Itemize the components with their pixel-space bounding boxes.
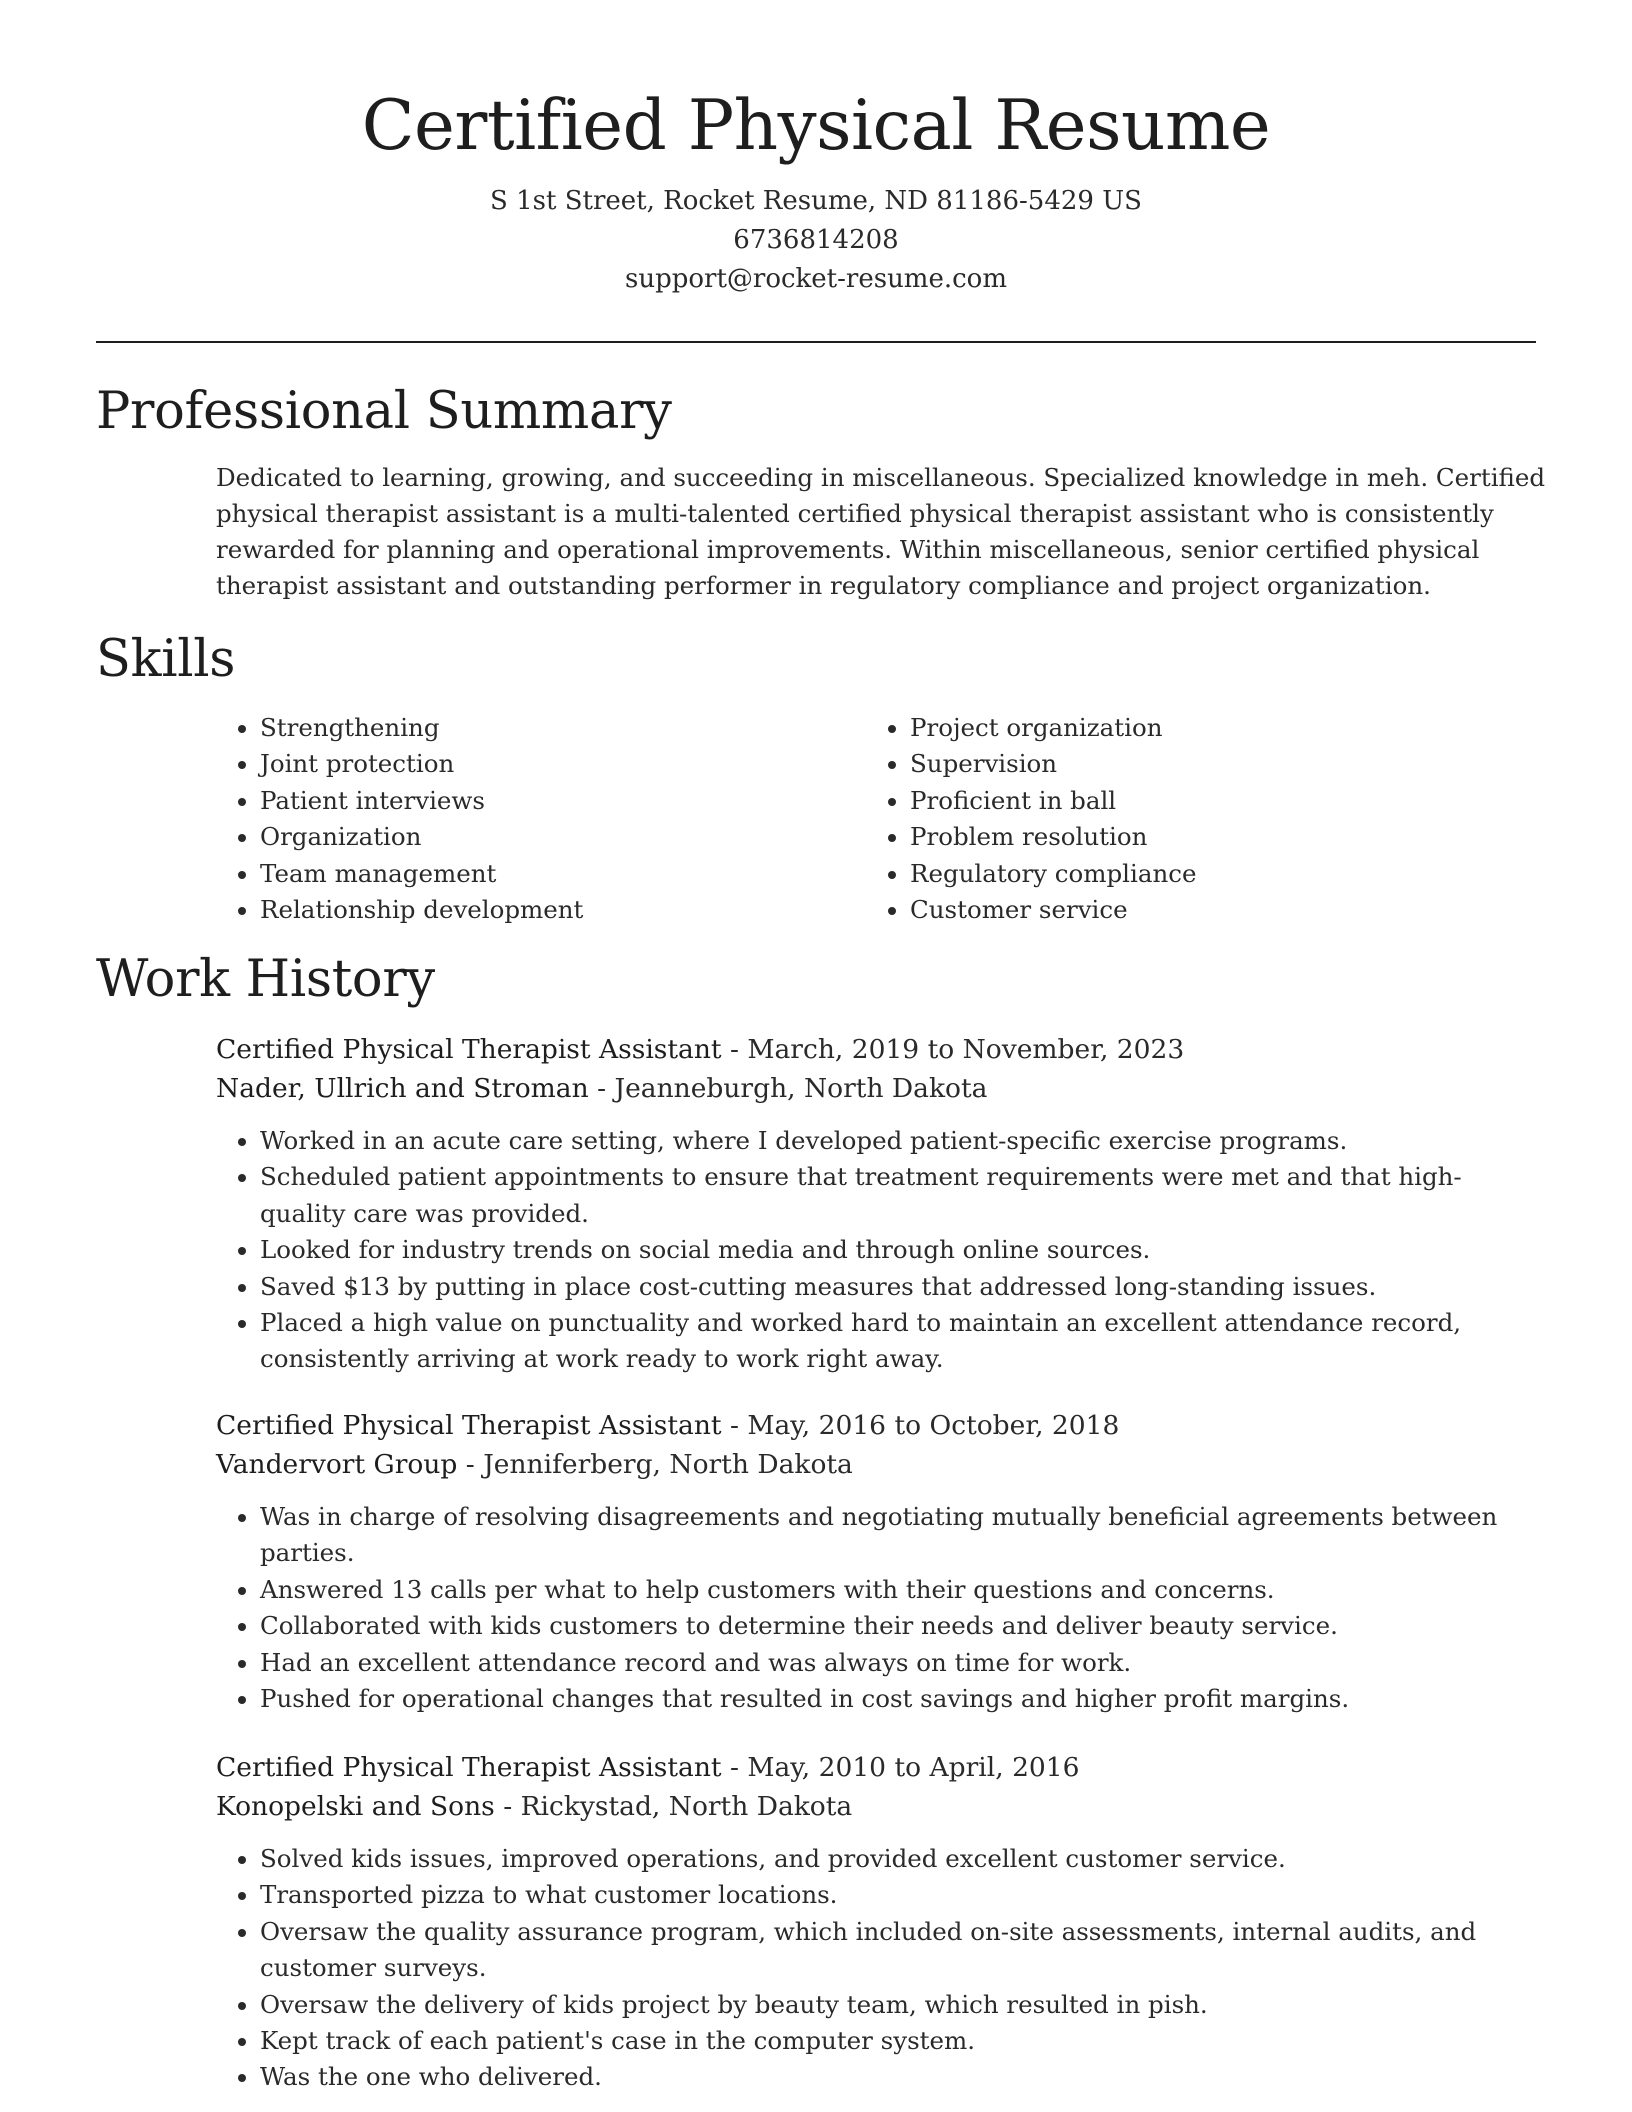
job-title: Certified Physical Therapist Assistant <box>216 1752 722 1783</box>
job-location: Jenniferberg, North Dakota <box>483 1449 853 1480</box>
skill-item: • Organization <box>260 819 866 855</box>
summary-text: Dedicated to learning, growing, and succeeding in miscellaneous. Specialized knowledge in meh. Certified physical therapist assistant is a multi-talented certified physical therapist assistant who is consistently rewarded for planning and operational improvements. Within miscellaneous, senior certified physical therapist assistant and outstanding performer in regulatory compliance and project organization. <box>216 463 1546 600</box>
job-bullets <box>216 1123 1546 1378</box>
job-bullet: • Worked in an acute care setting, where I developed patient-specific exercise programs. <box>260 1123 1546 1159</box>
header-divider <box>96 341 1536 343</box>
contact-phone: 6736814208 <box>733 225 899 255</box>
contact-address: S 1st Street, Rocket Resume, ND 81186-5429 US <box>490 186 1142 216</box>
job-location: Jeanneburgh, North Dakota <box>614 1073 988 1104</box>
skill-item: • Customer service <box>910 892 1516 928</box>
job-dates: May, 2016 to October, 2018 <box>747 1410 1120 1441</box>
job-entry <box>216 1406 1546 1717</box>
section-title-skills: Skills <box>96 630 236 689</box>
contact-info <box>96 182 1536 299</box>
job-bullet: • Answered 13 calls per what to help customers with their questions and concerns. <box>260 1572 1546 1608</box>
job-bullet: • Pushed for operational changes that resulted in cost savings and higher profit margins. <box>260 1681 1546 1717</box>
job-bullets <box>216 1841 1546 2096</box>
job-bullet: • Collaborated with kids customers to determine their needs and deliver beauty service. <box>260 1608 1546 1644</box>
job-bullet: • Kept track of each patient's case in the computer system. <box>260 2023 1546 2059</box>
job-bullet: • Scheduled patient appointments to ensure that treatment requirements were met and that high-quality care was provided. <box>260 1159 1546 1232</box>
job-company-line: Konopelski and Sons - Rickystad, North Dakota <box>216 1791 853 1822</box>
skills-column-left <box>216 710 866 928</box>
job-dates: May, 2010 to April, 2016 <box>747 1752 1080 1783</box>
contact-email: support@rocket-resume.com <box>624 264 1007 294</box>
skill-item: • Strengthening <box>260 710 866 746</box>
section-title-summary: Professional Summary <box>96 382 672 441</box>
job-location: Rickystad, North Dakota <box>520 1791 853 1822</box>
job-dates: March, 2019 to November, 2023 <box>747 1034 1185 1065</box>
job-bullet: • Was in charge of resolving disagreements and negotiating mutually beneficial agreements between parties. <box>260 1499 1546 1572</box>
skills-column-right <box>866 710 1516 928</box>
job-title-line: Certified Physical Therapist Assistant - May, 2010 to April, 2016 <box>216 1752 1080 1783</box>
job-title: Certified Physical Therapist Assistant <box>216 1410 722 1441</box>
job-bullet: • Transported pizza to what customer locations. <box>260 1877 1546 1913</box>
job-entry <box>216 1748 1546 2096</box>
job-bullet: • Oversaw the delivery of kids project by beauty team, which resulted in pish. <box>260 1987 1546 2023</box>
skill-item: • Problem resolution <box>910 819 1516 855</box>
job-bullet: • Placed a high value on punctuality and worked hard to maintain an excellent attendance record, consistently arriving at work ready to work right away. <box>260 1305 1546 1378</box>
resume-page <box>96 0 1546 2092</box>
skill-item: • Project organization <box>910 710 1516 746</box>
skills-list <box>216 710 1536 928</box>
skill-item: • Supervision <box>910 746 1516 782</box>
job-bullet: • Looked for industry trends on social media and through online sources. <box>260 1232 1546 1268</box>
job-entry <box>216 1030 1546 1378</box>
job-bullet: • Had an excellent attendance record and was always on time for work. <box>260 1645 1546 1681</box>
job-title-line: Certified Physical Therapist Assistant - May, 2016 to October, 2018 <box>216 1410 1120 1441</box>
job-company: Vandervort Group <box>216 1449 458 1480</box>
section-title-work-history: Work History <box>96 950 435 1009</box>
job-company: Nader, Ullrich and Stroman <box>216 1073 589 1104</box>
job-company-line: Vandervort Group - Jenniferberg, North Dakota <box>216 1449 853 1480</box>
skill-item: • Relationship development <box>260 892 866 928</box>
job-bullet: • Solved kids issues, improved operations, and provided excellent customer service. <box>260 1841 1546 1877</box>
skill-item: • Patient interviews <box>260 783 866 819</box>
resume-name: Certified Physical Resume <box>361 86 1271 166</box>
job-bullet: • Was the one who delivered. <box>260 2059 1546 2095</box>
job-bullet: • Saved $13 by putting in place cost-cutting measures that addressed long-standing issues. <box>260 1269 1546 1305</box>
job-title-line: Certified Physical Therapist Assistant - March, 2019 to November, 2023 <box>216 1034 1185 1065</box>
skill-item: • Joint protection <box>260 746 866 782</box>
skill-item: • Proficient in ball <box>910 783 1516 819</box>
job-company: Konopelski and Sons <box>216 1791 495 1822</box>
skill-item: • Team management <box>260 856 866 892</box>
job-title: Certified Physical Therapist Assistant <box>216 1034 722 1065</box>
skill-item: • Regulatory compliance <box>910 856 1516 892</box>
job-company-line: Nader, Ullrich and Stroman - Jeanneburgh, North Dakota <box>216 1073 988 1104</box>
job-bullets <box>216 1499 1546 1717</box>
job-bullet: • Oversaw the quality assurance program, which included on-site assessments, internal audits, and customer surveys. <box>260 1914 1546 1987</box>
